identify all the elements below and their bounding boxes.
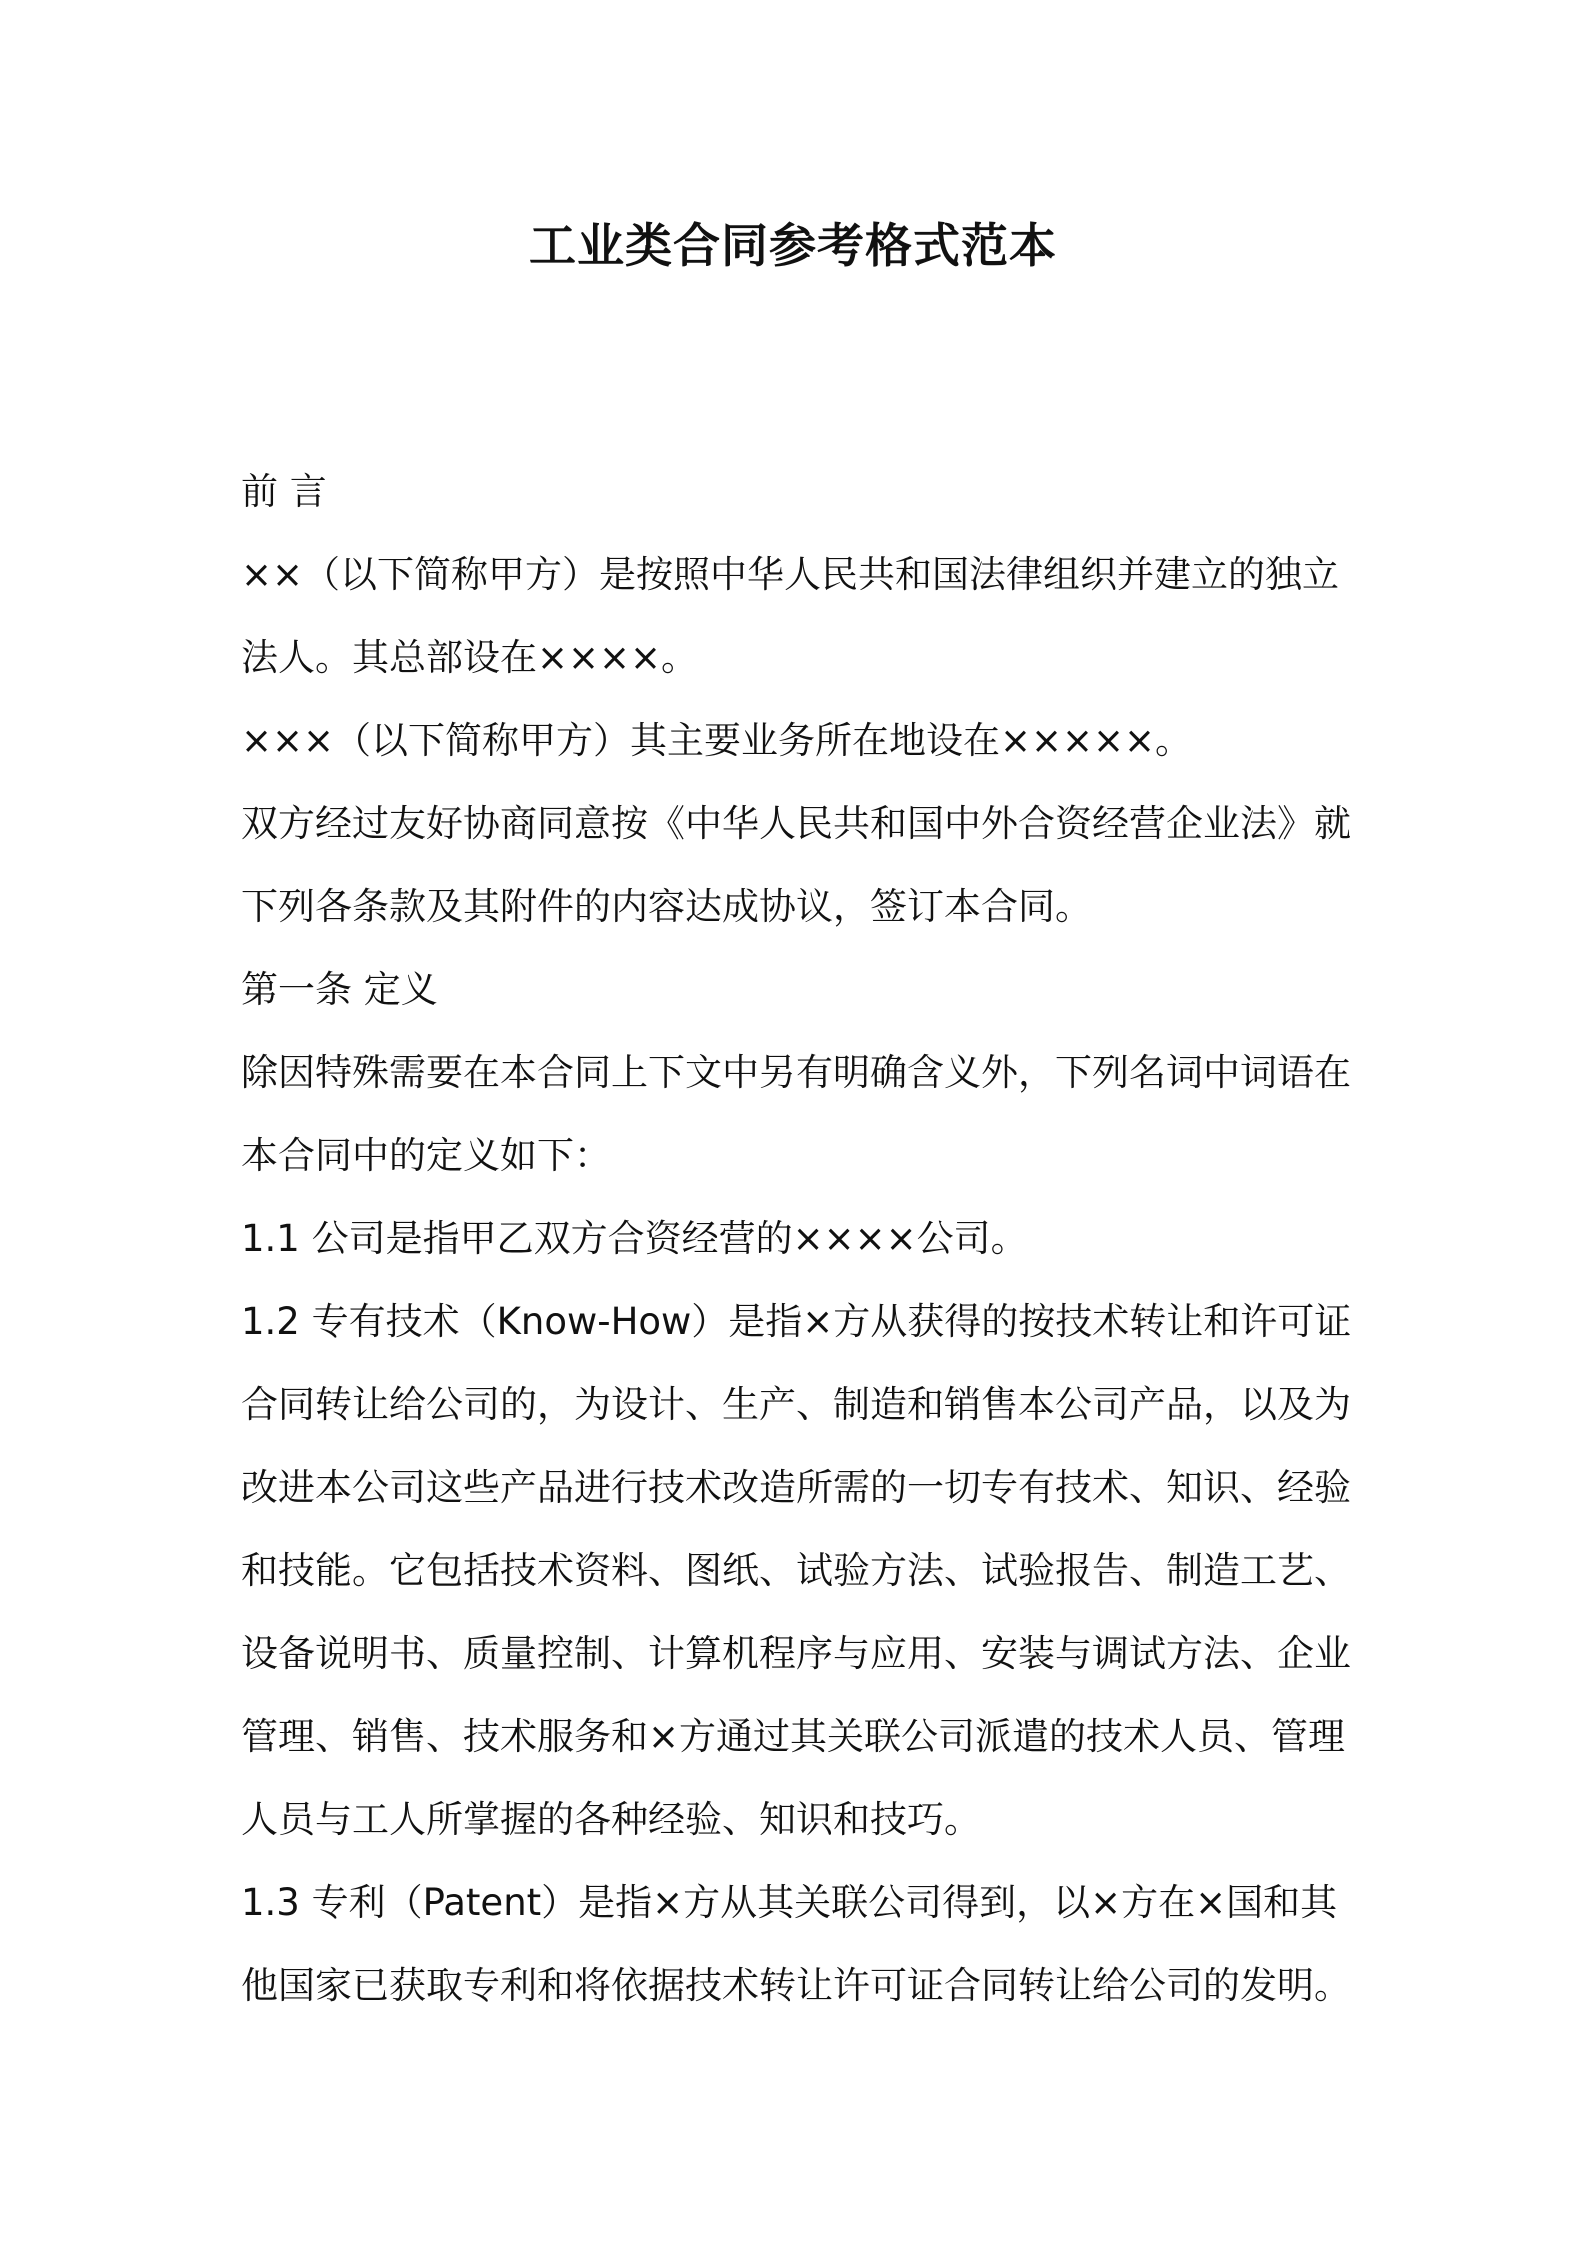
body-line: 设备说明书、质量控制、计算机程序与应用、安装与调试方法、企业 (241, 1632, 1351, 1675)
article-heading: 第一条 定义 (241, 968, 438, 1011)
body-line: ××（以下简称甲方）是按照中华人民共和国法律组织并建立的独立 (241, 553, 1340, 596)
preface-heading: 前 言 (241, 470, 327, 513)
body-line: 管理、销售、技术服务和×方通过其关联公司派遣的技术人员、管理 (241, 1715, 1346, 1758)
body-line: 除因特殊需要在本合同上下文中另有明确含义外，下列名词中词语在 (241, 1051, 1351, 1094)
document-title: 工业类合同参考格式范本 (529, 219, 1057, 274)
body-line: 下列各条款及其附件的内容达成协议，签订本合同。 (241, 885, 1092, 928)
clause-line: 1.2 专有技术（Know-How）是指×方从获得的按技术转让和许可证 (241, 1300, 1352, 1343)
body-line: 本合同中的定义如下： (241, 1134, 611, 1177)
body-line: 合同转让给公司的，为设计、生产、制造和销售本公司产品，以及为 (241, 1383, 1351, 1426)
document-body (241, 450, 1357, 2027)
body-line: 双方经过友好协商同意按《中华人民共和国中外合资经营企业法》就 (241, 802, 1351, 845)
body-line: 改进本公司这些产品进行技术改造所需的一切专有技术、知识、经验 (241, 1466, 1351, 1509)
body-line: ×××（以下简称甲方）其主要业务所在地设在×××××。 (241, 719, 1193, 762)
body-line: 他国家已获取专利和将依据技术转让许可证合同转让给公司的发明。 (241, 1964, 1351, 2007)
body-line: 和技能。它包括技术资料、图纸、试验方法、试验报告、制造工艺、 (241, 1549, 1351, 1592)
body-line: 人员与工人所掌握的各种经验、知识和技巧。 (241, 1798, 981, 1841)
clause-line: 1.3 专利（Patent）是指×方从其关联公司得到，以×方在×国和其 (241, 1881, 1338, 1924)
body-line: 法人。其总部设在××××。 (241, 636, 699, 679)
clause-line: 1.1 公司是指甲乙双方合资经营的××××公司。 (241, 1217, 1028, 1260)
